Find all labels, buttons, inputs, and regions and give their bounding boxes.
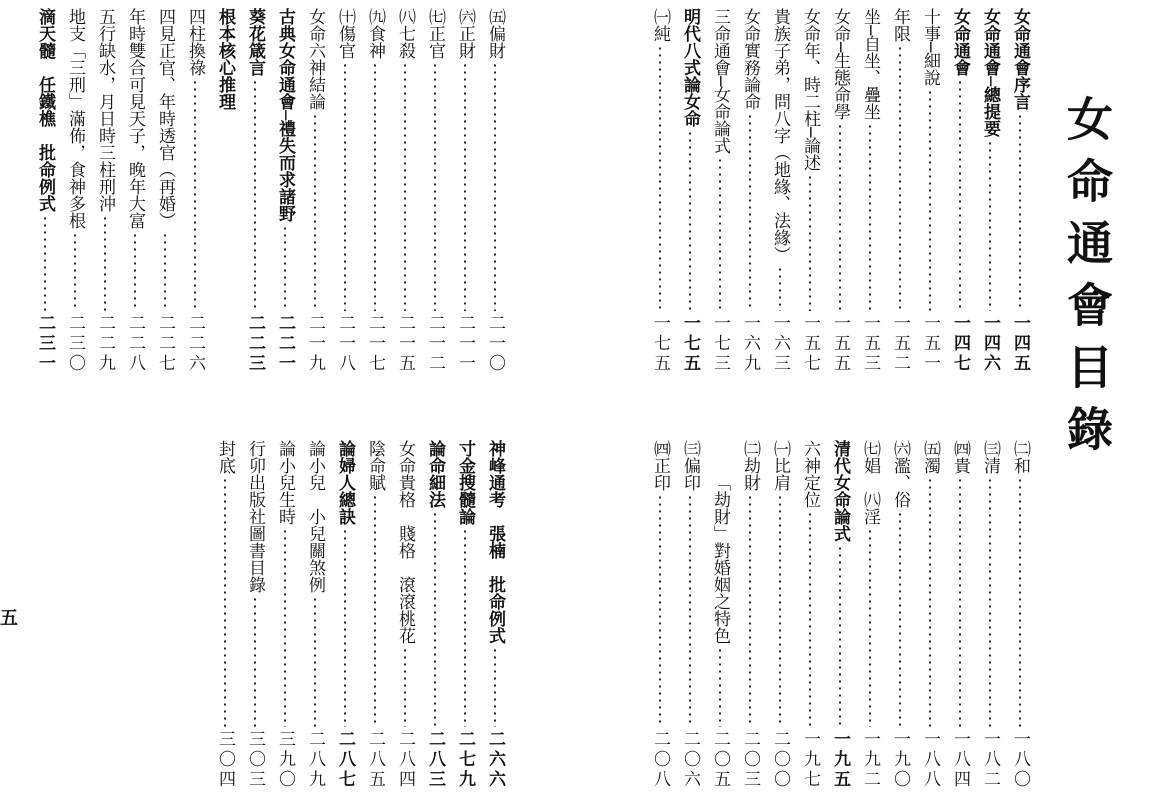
- leader-dots: [254, 79, 256, 311]
- toc-entry-page: 一六九: [740, 314, 760, 374]
- toc-entry-title: ㈧七殺: [395, 8, 415, 59]
- toc-entry-page: 一五五: [830, 314, 850, 374]
- toc-entry: [30, 8, 60, 374]
- toc-entry: [735, 440, 765, 790]
- toc-entry: [300, 8, 330, 374]
- toc-entry: [90, 8, 120, 374]
- toc-entry: [825, 8, 855, 374]
- toc-entry: [765, 8, 795, 374]
- toc-entry-title: ㈨食神: [365, 8, 385, 59]
- toc-entry: [300, 440, 330, 790]
- leader-dots: [719, 647, 721, 727]
- leader-dots: [779, 266, 781, 311]
- leader-dots: [959, 477, 961, 727]
- leader-dots: [899, 511, 901, 727]
- toc-entry-page: 二一八: [335, 314, 355, 374]
- toc-entry-page: 三〇三: [245, 730, 265, 790]
- leader-dots: [464, 62, 466, 311]
- leader-dots: [404, 62, 406, 311]
- toc-entry-title: 女命貴格 賤格 滾滾桃花: [395, 440, 415, 644]
- toc-entry: [855, 440, 885, 790]
- toc-entry-title: 十事─細說: [920, 8, 940, 87]
- leader-dots: [374, 62, 376, 311]
- toc-entry-title: 六神定位: [800, 440, 820, 508]
- toc-entry: [420, 8, 450, 374]
- leader-dots: [1019, 113, 1021, 311]
- toc-entry-page: 二二九: [95, 314, 115, 374]
- toc-entry-page: 一五一: [920, 314, 940, 374]
- leader-dots: [434, 511, 436, 727]
- leader-dots: [779, 494, 781, 727]
- leader-dots: [809, 511, 811, 727]
- toc-entry-page: 二八七: [335, 730, 355, 790]
- leader-dots: [494, 62, 496, 311]
- toc-entry-title: 根本核心推理: [215, 8, 235, 110]
- toc-entry-page: 一八四: [950, 730, 970, 790]
- toc-entry: [330, 440, 360, 790]
- leader-dots: [374, 494, 376, 727]
- toc-entry-page: 一八二: [980, 730, 1000, 790]
- toc-entry: [210, 440, 240, 790]
- toc-entry: [945, 440, 975, 790]
- toc-entry-title: 神峰通考 張楠 批命例式: [485, 440, 505, 644]
- leader-dots: [494, 647, 496, 727]
- toc-entry-page: 二八九: [305, 730, 325, 790]
- toc-entry: [390, 440, 420, 790]
- toc-entry-page: 二一一: [455, 314, 475, 374]
- toc-entry-page: 二二一: [275, 314, 295, 374]
- leader-dots: [284, 225, 286, 311]
- toc-entry-page: 一五三: [860, 314, 880, 374]
- leader-dots: [314, 113, 316, 311]
- toc-entry-page: 二二六: [185, 314, 205, 374]
- toc-block-bottom-right: [640, 440, 1035, 790]
- leader-dots: [224, 477, 226, 727]
- leader-dots: [719, 157, 721, 311]
- toc-entry-title: 年時雙合可見天子，晚年大富: [125, 8, 145, 229]
- toc-entry-page: 二〇五: [710, 730, 730, 790]
- toc-entry-title: 年限: [890, 8, 910, 42]
- leader-dots: [344, 528, 346, 727]
- leader-dots: [929, 477, 931, 727]
- toc-entry: [855, 8, 885, 374]
- toc-entry-page: 二八五: [365, 730, 385, 790]
- leader-dots: [899, 45, 901, 311]
- toc-entry-page: 二一七: [365, 314, 385, 374]
- toc-entry: [915, 8, 945, 374]
- toc-entry: [240, 440, 270, 790]
- toc-entry-title: 女命通會序言: [1010, 8, 1030, 110]
- toc-entry: [735, 8, 765, 374]
- leader-dots: [689, 494, 691, 727]
- leader-dots: [929, 89, 931, 311]
- toc-entry-title: ㈠比肩: [770, 440, 790, 491]
- toc-entry-page: 二一五: [395, 314, 415, 374]
- toc-entry-title: 陰命賦: [365, 440, 385, 491]
- toc-entry: [390, 8, 420, 374]
- toc-entry: [705, 8, 735, 374]
- leader-dots: [314, 596, 316, 727]
- toc-entry-page: 一七五: [680, 314, 700, 374]
- toc-entry: [450, 440, 480, 790]
- toc-entry-page: 一八八: [920, 730, 940, 790]
- toc-entry-title: 清代女命論式: [830, 440, 850, 542]
- leader-dots: [989, 140, 991, 311]
- toc-entry: [480, 8, 510, 374]
- toc-entry-title: ㈡和: [1010, 440, 1030, 474]
- toc-entry-page: 二二七: [155, 314, 175, 374]
- toc-entry: [675, 8, 705, 374]
- toc-entry: [240, 8, 270, 374]
- toc-entry-page: 二〇六: [680, 730, 700, 790]
- toc-entry: [645, 440, 675, 790]
- toc-entry-title: 葵花箴言: [245, 8, 265, 76]
- toc-entry-title: 寸金搜髓論: [455, 440, 475, 525]
- toc-entry-title: ㈤濁: [920, 440, 940, 474]
- toc-entry-title: 古典女命通會─禮失而求諸野: [275, 8, 295, 223]
- toc-entry-title: ㈥正財: [455, 8, 475, 59]
- leader-dots: [254, 596, 256, 727]
- toc-entry-page: 二八三: [425, 730, 445, 790]
- toc-entry: [795, 8, 825, 374]
- toc-entry: [270, 440, 300, 790]
- toc-entry: [795, 440, 825, 790]
- toc-entry-page: 一五七: [800, 314, 820, 374]
- toc-entry-title: 論小兒生時: [275, 440, 295, 525]
- toc-entry-title: 地支「三刑」滿佈，食神多根: [65, 8, 85, 229]
- toc-entry-page: 一八〇: [1010, 730, 1030, 790]
- toc-entry-title: 女命年、時二柱─論述: [800, 8, 820, 172]
- toc-entry: [885, 8, 915, 374]
- toc-entry-page: 二六六: [485, 730, 505, 790]
- toc-entry-title: ㈩傷官: [335, 8, 355, 59]
- toc-entry-title: ㈢偏印: [680, 440, 700, 491]
- toc-entry-page: 一七三: [710, 314, 730, 374]
- leader-dots: [134, 232, 136, 311]
- leader-dots: [284, 528, 286, 727]
- toc-entry-title: ㈦正官: [425, 8, 445, 59]
- toc-entry-title: 女命實務論命: [740, 8, 760, 110]
- toc-entry-page: 二三〇: [65, 314, 85, 374]
- toc-entry-page: 三九〇: [275, 730, 295, 790]
- toc-entry-page: 一四五: [1010, 314, 1030, 374]
- toc-entry: [450, 8, 480, 374]
- toc-block-top-left: [30, 8, 510, 374]
- toc-entry-title: 三命通會─女命論式: [710, 8, 730, 155]
- toc-entry-page: 二八四: [395, 730, 415, 790]
- toc-entry-page: 二二三: [245, 314, 265, 374]
- toc-entry-title: 女命─生態命學: [830, 8, 850, 121]
- toc-entry-page: 二一〇: [485, 314, 505, 374]
- leader-dots: [749, 494, 751, 727]
- toc-entry: [1005, 8, 1035, 374]
- leader-dots: [869, 528, 871, 727]
- leader-dots: [44, 215, 46, 311]
- toc-entry: [210, 8, 240, 374]
- toc-entry: [60, 8, 90, 374]
- toc-entry-page: 三〇四: [215, 730, 235, 790]
- page-title: 女命通會目錄: [1060, 95, 1114, 467]
- leader-dots: [434, 62, 436, 311]
- toc-entry-title: 女命通會: [950, 8, 970, 76]
- leader-dots: [104, 215, 106, 311]
- leader-dots: [689, 130, 691, 311]
- leader-dots: [839, 545, 841, 727]
- toc-entry-page: 二〇八: [650, 730, 670, 790]
- toc-entry: [975, 8, 1005, 374]
- toc-entry: [1005, 440, 1035, 790]
- toc-entry: [765, 440, 795, 790]
- toc-entry-page: 一九二: [860, 730, 880, 790]
- toc-entry-page: 一六三: [770, 314, 790, 374]
- toc-entry-title: 五行缺水，月日時三柱刑沖: [95, 8, 115, 212]
- toc-entry: [975, 440, 1005, 790]
- toc-entry-page: 二〇三: [740, 730, 760, 790]
- toc-entry: [825, 440, 855, 790]
- toc-entry-page: 二二八: [125, 314, 145, 374]
- page-number: 五: [0, 608, 18, 629]
- leader-dots: [869, 123, 871, 311]
- toc-entry-title: 四柱換祿: [185, 8, 205, 76]
- toc-entry-title: ㈠純: [650, 8, 670, 42]
- toc-entry-title: 論小兒 小兒關煞例: [305, 440, 325, 593]
- toc-entry-title: 行卯出版社圖書目錄: [245, 440, 265, 593]
- toc-entry-title: 四見正官、年時透官（再婚）: [155, 8, 175, 229]
- toc-entry: [180, 8, 210, 374]
- toc-entry-title: 女命六神結論: [305, 8, 325, 110]
- toc-entry-page: 一四六: [980, 314, 1000, 374]
- leader-dots: [404, 647, 406, 727]
- leader-dots: [194, 79, 196, 311]
- toc-entry-title: 坐─自坐、疊坐: [860, 8, 880, 121]
- toc-entry-page: 一五二: [890, 314, 910, 374]
- leader-dots: [1019, 477, 1021, 727]
- toc-entry-title: ㈡劫財: [740, 440, 760, 491]
- toc-entry: [885, 440, 915, 790]
- toc-entry-title: 貴族子弟，問八字（地緣、法緣）: [770, 8, 790, 263]
- toc-entry-page: 一九〇: [890, 730, 910, 790]
- toc-entry-page: 一九七: [800, 730, 820, 790]
- toc-entry: [705, 440, 735, 790]
- toc-entry-page: 二一九: [305, 314, 325, 374]
- toc-entry-title: 論婦人總訣: [335, 440, 355, 525]
- toc-entry: [945, 8, 975, 374]
- toc-entry: [360, 8, 390, 374]
- toc-entry: [645, 8, 675, 374]
- toc-entry: [150, 8, 180, 374]
- leader-dots: [74, 232, 76, 311]
- toc-entry-title: ㈣貴: [950, 440, 970, 474]
- toc-block-top-right: [640, 8, 1035, 374]
- toc-block-bottom-left: [208, 440, 510, 790]
- toc-entry: [120, 8, 150, 374]
- toc-entry: [675, 440, 705, 790]
- leader-dots: [839, 123, 841, 311]
- toc-entry-page: 二一二: [425, 314, 445, 374]
- toc-entry: [330, 8, 360, 374]
- toc-entry-title: 「劫財」對婚姻之特色: [710, 474, 730, 644]
- toc-entry-title: 女命通會─總提要: [980, 8, 1000, 138]
- leader-dots: [959, 79, 961, 311]
- toc-entry-title: ㈥濫、俗: [890, 440, 910, 508]
- toc-entry-title: ㈣正印: [650, 440, 670, 491]
- leader-dots: [749, 113, 751, 311]
- toc-entry-page: 一四七: [950, 314, 970, 374]
- toc-entry-title: 封底: [215, 440, 235, 474]
- toc-entry-title: 論命細法: [425, 440, 445, 508]
- toc-entry-page: 一九五: [830, 730, 850, 790]
- leader-dots: [659, 494, 661, 727]
- toc-entry-page: 二〇〇: [770, 730, 790, 790]
- toc-entry-title: ㈢清: [980, 440, 1000, 474]
- leader-dots: [659, 45, 661, 311]
- toc-entry: [270, 8, 300, 374]
- leader-dots: [809, 174, 811, 311]
- toc-entry-page: 二七九: [455, 730, 475, 790]
- toc-entry-title: ㈦娼 ㈧淫: [860, 440, 880, 525]
- leader-dots: [464, 528, 466, 727]
- toc-entry: [420, 440, 450, 790]
- toc-entry-title: ㈤偏財: [485, 8, 505, 59]
- toc-entry: [480, 440, 510, 790]
- leader-dots: [989, 477, 991, 727]
- toc-entry-title: 明代八式論女命: [680, 8, 700, 127]
- toc-entry-page: 一七五: [650, 314, 670, 374]
- toc-entry: [915, 440, 945, 790]
- leader-dots: [344, 62, 346, 311]
- leader-dots: [164, 232, 166, 311]
- toc-entry: [360, 440, 390, 790]
- toc-entry-title: 滴天髓 任鐵樵 批命例式: [35, 8, 55, 212]
- toc-entry-page: 二三一: [35, 314, 55, 374]
